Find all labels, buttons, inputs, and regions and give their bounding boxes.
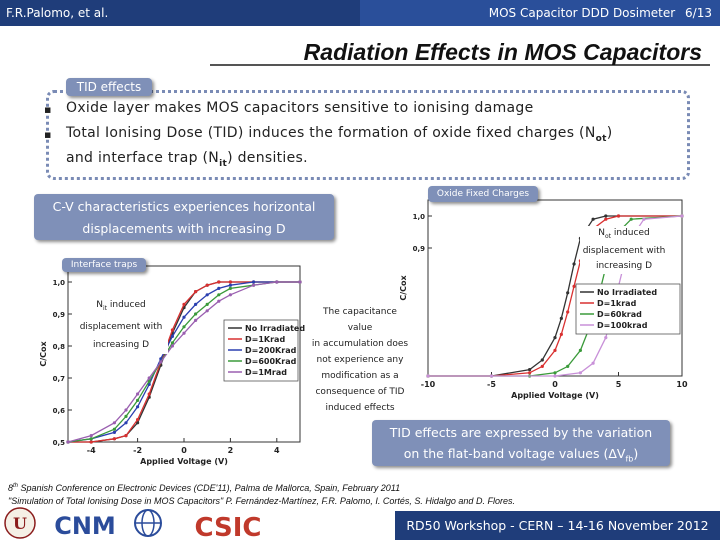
- data-point: [206, 284, 209, 287]
- nit-a: induced: [107, 300, 146, 310]
- data-point: [229, 284, 232, 287]
- bullet-tid: [66, 125, 612, 144]
- y-tick-label: 1,0: [412, 213, 425, 221]
- institution-logos: [0, 506, 390, 540]
- oxide-charges-label: [428, 186, 538, 202]
- bullet2-a: Total Ionising Dose (TID) induces the formation of oxide fixed charges (N: [66, 125, 596, 141]
- data-point: [229, 293, 232, 296]
- data-point: [592, 362, 595, 365]
- data-point: [159, 360, 162, 363]
- bullet2-sub: ot: [595, 133, 607, 144]
- data-point: [90, 440, 93, 443]
- not-note-line2: displacement with: [582, 245, 666, 256]
- data-point: [579, 349, 582, 352]
- slide-title: Radiation Effects in MOS Capacitors: [210, 38, 710, 66]
- not-note-line3: increasing D: [595, 260, 653, 271]
- data-point: [541, 358, 544, 361]
- data-point: [90, 437, 93, 440]
- data-point: [171, 328, 174, 331]
- legend-label: D=600Krad: [245, 357, 297, 366]
- svg-text:U: U: [13, 514, 27, 533]
- x-tick-label: 10: [676, 380, 688, 389]
- data-point: [182, 332, 185, 335]
- data-point: [124, 408, 127, 411]
- nit-sub: it: [103, 304, 108, 312]
- flatband-line1: TID effects are expressed by the variation: [389, 425, 653, 440]
- flatband-sub: fb: [625, 454, 634, 464]
- data-point: [553, 371, 556, 374]
- globe-logo: [135, 510, 161, 536]
- data-point: [572, 262, 575, 265]
- data-point: [217, 287, 220, 290]
- legend-label: D=100krad: [597, 321, 648, 330]
- capacitance-note: [310, 304, 410, 416]
- interface-traps-text: Interface traps: [70, 260, 138, 270]
- interface-traps-chart: [28, 258, 310, 476]
- cap-note-l2: in accumulation does: [311, 339, 409, 349]
- bullet-mark-1: ▪: [44, 103, 52, 116]
- bullet-mark-2: ▪: [44, 128, 52, 141]
- y-tick-label: 0,6: [52, 407, 65, 415]
- legend-label: D=1krad: [597, 299, 637, 308]
- tid-label-text: TID effects: [76, 80, 142, 94]
- data-point: [680, 214, 683, 217]
- data-point: [229, 280, 232, 283]
- reference-text: [8, 480, 708, 508]
- x-tick-label: 5: [615, 380, 622, 389]
- data-point: [528, 371, 531, 374]
- ref-sup: th: [13, 483, 19, 489]
- data-point: [113, 428, 116, 431]
- reference-line1: [8, 480, 708, 495]
- bullet2-b: ): [606, 125, 613, 141]
- flatband-line2: [372, 443, 670, 470]
- not-note-line1: [580, 226, 668, 244]
- data-point: [566, 365, 569, 368]
- cap-note-l5: consequence of TID: [315, 387, 405, 397]
- data-point: [90, 434, 93, 437]
- nit-note-line2: displacement with: [79, 321, 163, 332]
- data-point: [566, 291, 569, 294]
- page-number: 6/13: [685, 6, 712, 20]
- data-point: [252, 280, 255, 283]
- not-note: [580, 226, 668, 274]
- data-point: [136, 399, 139, 402]
- bullet2-c: and interface trap (N: [66, 150, 220, 166]
- data-point: [604, 336, 607, 339]
- y-tick-label: 0,9: [412, 245, 425, 253]
- flatband-line2a: on the flat-band voltage values (ΔV: [403, 446, 626, 461]
- data-point: [553, 374, 556, 377]
- data-point: [217, 280, 220, 283]
- data-point: [541, 365, 544, 368]
- data-point: [182, 316, 185, 319]
- footer-text: RD50 Workshop - CERN – 14-16 November 2012: [406, 518, 709, 533]
- flatband-box: [372, 420, 670, 466]
- data-point: [182, 303, 185, 306]
- x-axis-label: Applied Voltage (V): [140, 457, 228, 466]
- x-axis-label: Applied Voltage (V): [511, 391, 599, 400]
- y-tick-label: 0,5: [52, 439, 65, 447]
- reference-line2: "Simulation of Total Ionising Dose in MOS Capacitors" P. Fernández-Martínez, F.R. Palomo, I. Cortés, S. Hidalgo and D. Flores.: [8, 496, 515, 506]
- tid-effects-label: [66, 78, 152, 96]
- cap-note-l3: not experience any: [316, 355, 404, 365]
- data-point: [206, 293, 209, 296]
- data-point: [206, 309, 209, 312]
- data-point: [604, 214, 607, 217]
- x-tick-label: -2: [133, 446, 143, 455]
- bullet2-d: ) densities.: [227, 150, 308, 166]
- data-point: [113, 431, 116, 434]
- y-axis-label: C/Cox: [39, 341, 48, 367]
- data-point: [592, 218, 595, 221]
- not-a: induced: [611, 228, 650, 238]
- header-talk: [360, 0, 720, 26]
- data-point: [148, 392, 151, 395]
- y-tick-label: 0,8: [52, 343, 65, 351]
- data-point: [298, 280, 301, 283]
- author-text: F.R.Palomo, et al.: [6, 6, 109, 20]
- data-point: [171, 335, 174, 338]
- legend-label: No Irradiated: [597, 288, 658, 297]
- data-point: [124, 421, 127, 424]
- data-point: [66, 440, 69, 443]
- legend-label: D=1Krad: [245, 335, 286, 344]
- data-point: [113, 421, 116, 424]
- not-sub: ot: [605, 232, 612, 240]
- legend-label: D=60krad: [597, 310, 642, 319]
- legend-label: D=1Mrad: [245, 368, 287, 377]
- not-sym: N: [598, 228, 605, 238]
- cv-line2: displacements with increasing D: [82, 221, 286, 236]
- x-tick-label: 4: [274, 446, 280, 455]
- cap-note-l1: The capacitance value: [323, 307, 397, 333]
- data-point: [194, 312, 197, 315]
- data-point: [171, 344, 174, 347]
- data-point: [560, 317, 563, 320]
- y-tick-label: 0,9: [52, 311, 65, 319]
- data-point: [206, 303, 209, 306]
- data-point: [252, 284, 255, 287]
- data-point: [642, 218, 645, 221]
- cap-note-l4: modification as a: [321, 371, 399, 381]
- data-point: [617, 214, 620, 217]
- university-seal-logo: [5, 508, 35, 538]
- cap-note-l6: induced effects: [325, 403, 395, 413]
- data-point: [217, 300, 220, 303]
- cnm-logo: [44, 512, 126, 540]
- nit-sym: N: [96, 300, 103, 310]
- flatband-line2b: ): [633, 446, 639, 461]
- data-point: [426, 374, 429, 377]
- cv-line1: C-V characteristics experiences horizontal: [52, 199, 316, 214]
- bullet-ionising: Oxide layer makes MOS capacitors sensitive to ionising damage: [66, 100, 534, 116]
- data-point: [194, 303, 197, 306]
- data-point: [604, 218, 607, 221]
- ref-conf: Spanish Conference on Electronic Devices (CDE'11), Palma de Mallorca, Spain, February 2011: [18, 483, 401, 493]
- data-point: [566, 310, 569, 313]
- data-point: [194, 290, 197, 293]
- data-point: [124, 415, 127, 418]
- csic-logo: CSIC: [194, 513, 262, 540]
- data-point: [148, 376, 151, 379]
- data-point: [553, 336, 556, 339]
- talk-title: MOS Capacitor DDD Dosimeter: [488, 6, 676, 20]
- data-point: [113, 437, 116, 440]
- x-tick-label: -10: [420, 380, 436, 389]
- bullet-tid-cont: [66, 150, 308, 169]
- legend-label: No Irradiated: [245, 324, 306, 333]
- data-point: [630, 218, 633, 221]
- y-tick-label: 1,0: [52, 279, 65, 287]
- nit-note: [74, 296, 168, 354]
- data-point: [553, 349, 556, 352]
- y-tick-label: 0,7: [52, 375, 65, 383]
- header-author: [0, 0, 360, 26]
- x-tick-label: -4: [86, 446, 96, 455]
- data-point: [560, 333, 563, 336]
- y-axis-label: C/Cox: [399, 275, 408, 301]
- data-point: [579, 371, 582, 374]
- data-point: [490, 374, 493, 377]
- data-point: [136, 392, 139, 395]
- cnm-logo-text: CNM: [54, 512, 116, 540]
- interface-traps-label: [62, 258, 146, 272]
- data-point: [194, 319, 197, 322]
- data-point: [182, 325, 185, 328]
- data-point: [136, 405, 139, 408]
- data-point: [124, 434, 127, 437]
- data-point: [229, 287, 232, 290]
- x-tick-label: 0: [552, 380, 558, 389]
- data-point: [275, 280, 278, 283]
- oxide-charges-text: Oxide Fixed Charges: [436, 189, 530, 199]
- footer-bar: [395, 511, 720, 540]
- x-tick-label: -5: [487, 380, 496, 389]
- nit-note-line1: [74, 296, 168, 318]
- data-point: [136, 418, 139, 421]
- cv-characteristics-box: [34, 194, 334, 240]
- nit-note-line3: increasing D: [92, 339, 150, 350]
- x-tick-label: 0: [181, 446, 187, 455]
- bullet2-sub2: it: [219, 158, 228, 169]
- data-point: [217, 293, 220, 296]
- legend-label: D=200Krad: [245, 346, 297, 355]
- ref-num: 8: [8, 483, 14, 493]
- x-tick-label: 2: [227, 446, 234, 455]
- data-point: [528, 368, 531, 371]
- oxide-charges-chart: [372, 190, 690, 415]
- data-point: [572, 285, 575, 288]
